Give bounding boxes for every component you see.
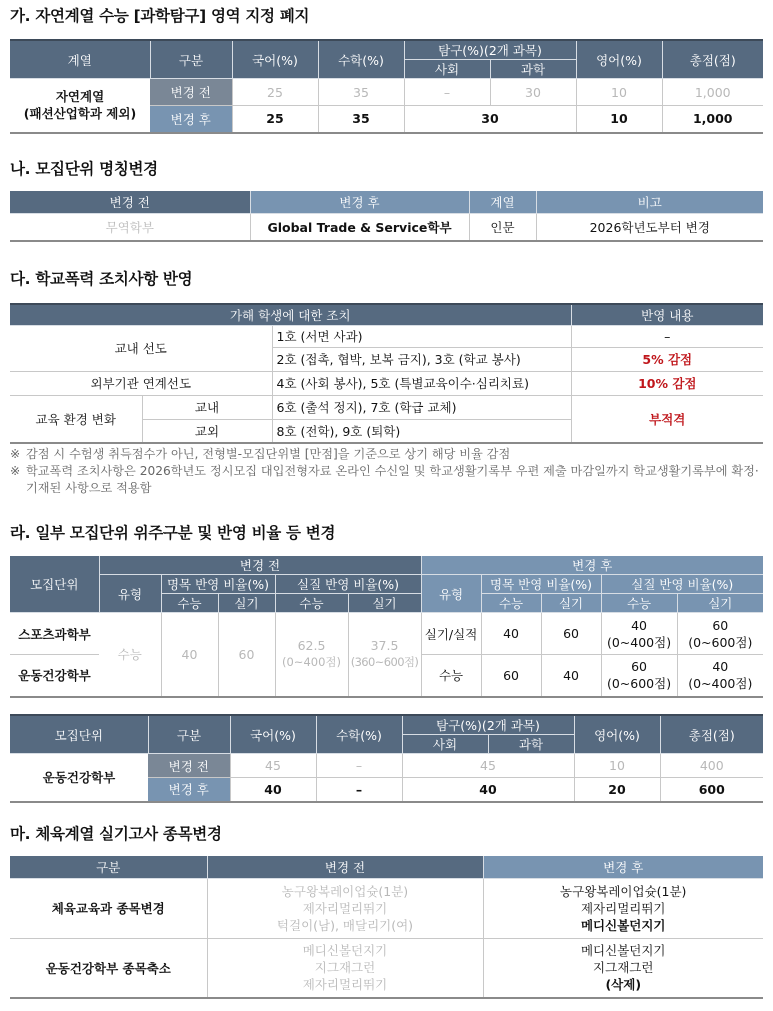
row-label-natural: 자연계열 (패션산업학과 제외) [10,79,150,133]
header-type: 구분 [150,40,232,79]
header-total: 총점(점) [662,40,763,79]
table-ga: 계열 구분 국어(%) 수학(%) 탐구(%)(2개 과목) 영어(%) 총점(점) 사회 과학 자연계열 (패션산업학과 제외) 변경 전 25 35 – 30 10 1,000 변경 후 25 35 30 10 1,000 [10,39,763,134]
section-title-ma: 마. 체육계열 실기고사 종목변경 [10,825,222,843]
table-ra-1: 모집단위 변경 전 변경 후 유형 명목 반영 비율(%) 실질 반영 비율(%) 유형 명목 반영 비율(%) 실질 반영 비율(%) 수능 실기 수능 실기 수능 실기 수능 실기 스포츠과학부 수능 40 60 62.5 (0~400점) 37.5 (360~600점) 실기/실적 40 60 40 (0~400점) 60 (0~600점) 운동건강학부 수능 60 40 60 (0~600점) 40 (0~400점) [10,556,763,698]
header-science: 과학 [490,60,576,79]
table-da: 가해 학생에 대한 조치 반영 내용 교내 선도 1호 (서면 사과) – 2호 (접촉, 협박, 보복 금지), 3호 (학교 봉사) 5% 감점 외부기관 연계선도 4호 (사회 봉사), 5호 (특별교육이수·심리치료) 10% 감점 교육 환경 변화 교내 6호 (출석 정지), 7호 (학급 교체) 부적격 교외 8호 (전학), 9호 (퇴학) [10,303,763,444]
table-na: 변경 전 변경 후 계열 비고 무역학부 Global Trade & Service학부 인문 2026학년도부터 변경 [10,191,763,242]
note-1: ※ 감점 시 수험생 취득점수가 아닌, 전형별-모집단위별 [만점]을 기준으로 상기 해당 비율 감점 [10,447,511,461]
table-ma: 구분 변경 전 변경 후 체육교육과 종목변경 농구왕복레이업슛(1분) 제자리멀리뛰기 턱걸이(남), 매달리기(여) 농구왕복레이업슛(1분) 제자리멀리뛰기 메디신볼던지기 운동건강학부 종목축소 메디신볼던지기 지그재그런 제자리멀리뛰기 메디신볼던지기 지그재그런 (삭제) [10,856,763,999]
section-title-ga: 가. 자연계열 수능 [과학탐구] 영역 지정 폐지 [10,7,310,25]
section-title-ra: 라. 일부 모집단위 위주구분 및 반영 비율 등 변경 [10,524,336,542]
header-korean: 국어(%) [232,40,318,79]
new-unit-name: Global Trade & Service학부 [250,213,469,241]
notes-da [10,446,763,497]
label-after: 변경 후 [150,106,232,133]
label-before: 변경 전 [150,79,232,106]
header-english: 영어(%) [576,40,662,79]
header-math: 수학(%) [318,40,404,79]
section-title-na: 나. 모집단위 명칭변경 [10,160,158,178]
section-title-da: 다. 학교폭력 조치사항 반영 [10,270,193,288]
header-track: 계열 [10,40,150,79]
old-unit-name: 무역학부 [10,213,250,241]
note-2: ※ 학교폭력 조치사항은 2026학년도 정시모집 대입전형자료 온라인 수신일 및 학교생활기록부 우편 제출 마감일까지 학교생활기록부에 확정·기재된 사항으로 적용함 [10,464,759,495]
header-inquiry: 탐구(%)(2개 과목) [404,40,576,60]
table-ra-2: 모집단위 구분 국어(%) 수학(%) 탐구(%)(2개 과목) 영어(%) 총점(점) 사회 과학 운동건강학부 변경 전 45 – 45 10 400 변경 후 40 – 40 20 600 [10,714,763,803]
header-social: 사회 [404,60,490,79]
